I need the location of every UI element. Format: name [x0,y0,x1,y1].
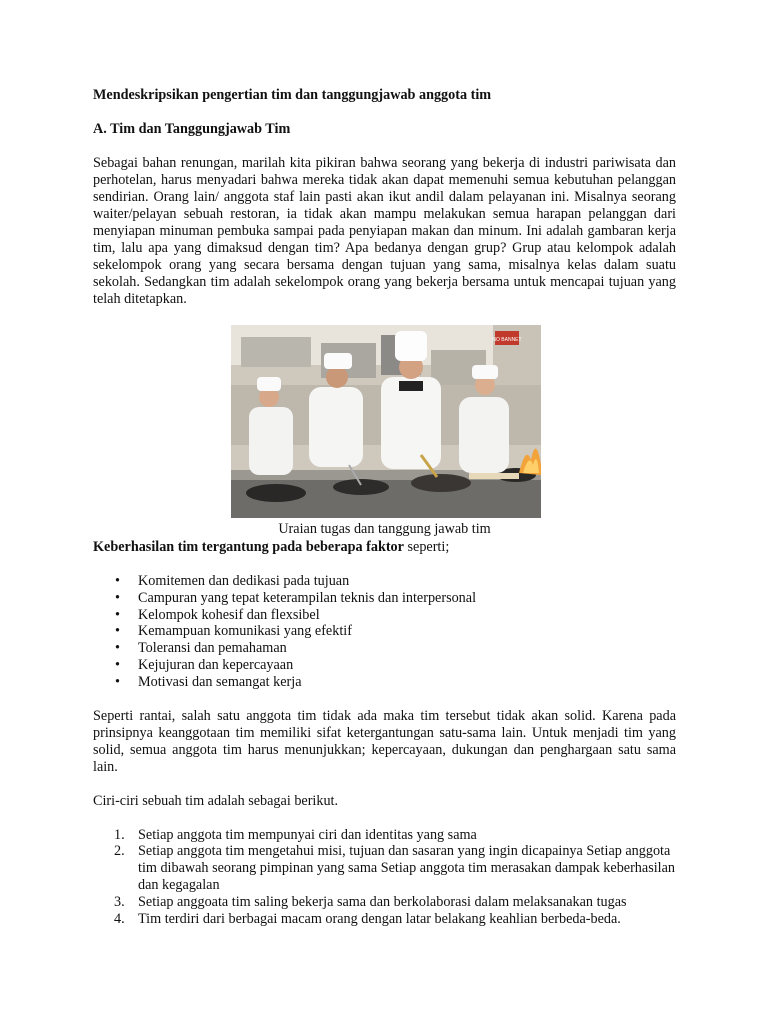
list-item [93,827,676,844]
bullet-icon: • [115,573,120,589]
list-item-text: Kejujuran dan kepercayaan [138,656,294,673]
factors-lead-bold: Keberhasilan tim tergantung pada beberapa faktor [93,539,404,555]
characteristics-list [93,827,676,928]
list-number: 2. [114,843,125,860]
factors-list [93,573,676,691]
list-item-text: Setiap anggoata tim saling bekerja sama dan berkolaborasi dalam melaksanakan tugas [138,893,627,910]
list-item [93,623,676,640]
chain-paragraph: Seperti rantai, salah satu anggota tim tidak ada maka tim tersebut tidak akan solid. Karena pada prinsipnya keanggotaan tim memiliki sifat ketergantungan satu-sama lain. Untuk menjadi tim yang solid, semua anggota tim harus menunjukkan; kepercayaan, dukungan dan penghargaan satu sama lain. [93,707,676,775]
photo-sign-text: NO BANNET [492,337,522,343]
document-heading: Mendeskripsikan pengertian tim dan tanggungjawab anggota tim [93,87,492,103]
list-number: 3. [114,893,125,910]
bullet-icon: • [115,656,120,673]
list-item-text: Tim terdiri dari berbagai macam orang dengan latar belakang keahlian berbeda-beda. [138,910,621,927]
list-item-text: Campuran yang tepat keterampilan teknis dan interpersonal [138,589,477,606]
bullet-icon: • [115,673,120,690]
list-item [93,590,676,607]
list-number: 4. [114,910,125,927]
list-item-text: Motivasi dan semangat kerja [138,673,302,690]
intro-paragraph: Sebagai bahan renungan, marilah kita pikiran bahwa seorang yang bekerja di industri pariwisata dan perhotelan, harus menyadari bahwa mereka tidak akan dapat memenuhi semua kebutuhan pelanggan sendirian. Orang lain/ anggota staf lain pasti akan ikut andil dalam pelayanan ini. Misalnya seorang waiter/pelayan sebuah restoran, ia tidak akan mampu melakukan semua harapan pelanggan dari menyiapan minuman pembuka sampai pada penyiapan makan dan minum. Ini adalah gambaran kerja tim, lalu apa yang dimaksud dengan tim? Apa bedanya dengan grup? Grup atau kelompok adalah sekelompok orang yang secara bersama dengan tujuan yang sama, misalnya kelas dalam suatu sekolah. Sedangkan tim adalah sekelompok orang yang bekerja bersama untuk mencapai tujuan yang telah ditetapkan. [93,155,676,307]
list-item [93,640,676,657]
factors-lead-rest: seperti; [403,539,450,555]
characteristics-intro: Ciri-ciri sebuah tim adalah sebagai berikut. [93,792,339,809]
list-item-text: Kemampuan komunikasi yang efektif [138,623,352,640]
kitchen-illustration [231,325,541,518]
bullet-icon: • [115,606,120,623]
list-item [93,674,676,691]
list-item-text: Toleransi dan pemahaman [138,640,287,657]
bullet-icon: • [115,589,120,606]
list-item [93,894,676,911]
chefs-cooking-photo [231,325,541,518]
list-item-text: Setiap anggota tim mempunyai ciri dan identitas yang sama [138,826,477,843]
list-item [93,657,676,674]
list-item [93,843,676,893]
list-item [93,911,676,928]
list-item [93,607,676,624]
list-item-text: Setiap anggota tim mengetahui misi, tujuan dan sasaran yang ingin dicapainya Setiap anggota tim dibawah seorang pimpinan yang sama Setiap anggota tim merasakan dampak keberhasilan dan kegagalan [138,843,675,893]
bullet-icon: • [115,623,120,640]
list-item-text: Kelompok kohesif dan flexsibel [138,606,320,623]
section-title: A. Tim dan Tanggungjawab Tim [93,121,291,137]
document-body [93,87,676,927]
figure-caption: Uraian tugas dan tanggung jawab tim [278,521,491,537]
list-item [93,573,676,590]
list-item-text: Komitemen dan dedikasi pada tujuan [138,573,350,589]
figure [93,325,676,539]
bullet-icon: • [115,640,120,657]
factors-lead [93,539,676,556]
list-number: 1. [114,826,125,843]
